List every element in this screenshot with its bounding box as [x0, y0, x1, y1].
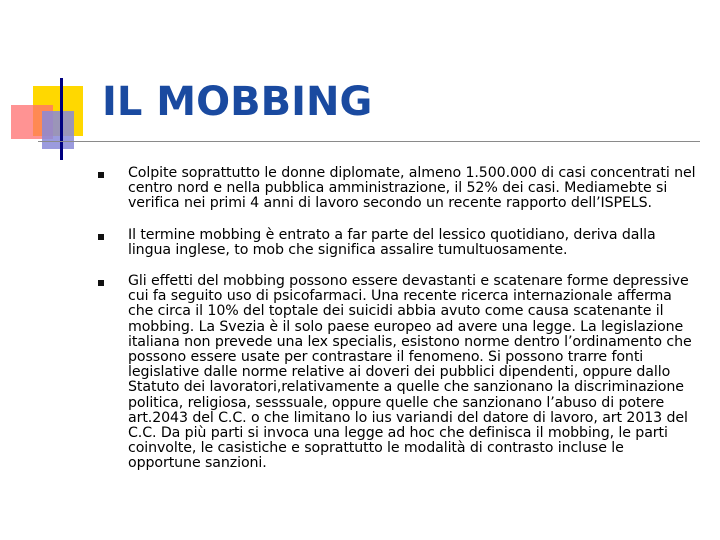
bullet-item	[98, 274, 698, 472]
bullet-square-icon	[98, 280, 104, 286]
logo-blue-square	[42, 111, 74, 149]
slide-title: IL MOBBING	[102, 79, 373, 125]
title-underline	[38, 141, 700, 142]
bullet-square-icon	[98, 234, 104, 240]
bullet-text: Gli effetti del mobbing possono essere devastanti e scatenare forme depressive cui fa seguito uso di psicofarmaci. Una recente ricerca internazionale afferma che circa il 10% del toptale dei suicidi abbia avuto come causa scatenante il mobbing. La Svezia è il solo paese europeo ad avere una legge. La legislazione italiana non prevede una lex specialis, esistono norme dentro l’ordinamento che possono essere usate per contrastare il fenomeno. Si possono trarre fonti legislative dalle norme relative ai doveri dei pubblici dipendenti, oppure dallo Statuto dei lavoratori,relativamente a quelle che sanzionano la discriminazione politica, religiosa, sesssuale, oppure quelle che sanzionano l’abuso di potere art.2043 del C.C. o che limitano lo ius variandi del datore di lavoro, art 2013 del C.C. Da più parti si invoca una legge ad hoc che definisca il mobbing, le parti coinvolte, le casistiche e soprattutto le modalità di contrasto incluse le opportune sanzioni.	[128, 273, 692, 472]
bullet-square-icon	[98, 172, 104, 178]
bullet-text: Il termine mobbing è entrato a far parte del lessico quotidiano, deriva dalla lingua inglese, to mob che significa assalire tumultuosamente.	[128, 226, 656, 258]
bullet-item	[98, 228, 698, 258]
bullet-item	[98, 166, 698, 212]
bullet-list	[98, 166, 698, 488]
bullet-text: Colpite soprattutto le donne diplomate, almeno 1.500.000 di casi concentrati nel centro nord e nella pubblica amministrazione, il 52% dei casi. Mediamebte si verifica nei primi 4 anni di lavoro secondo un recente rapporto dell’ISPELS.	[128, 165, 696, 212]
logo-vertical-line	[60, 78, 63, 160]
